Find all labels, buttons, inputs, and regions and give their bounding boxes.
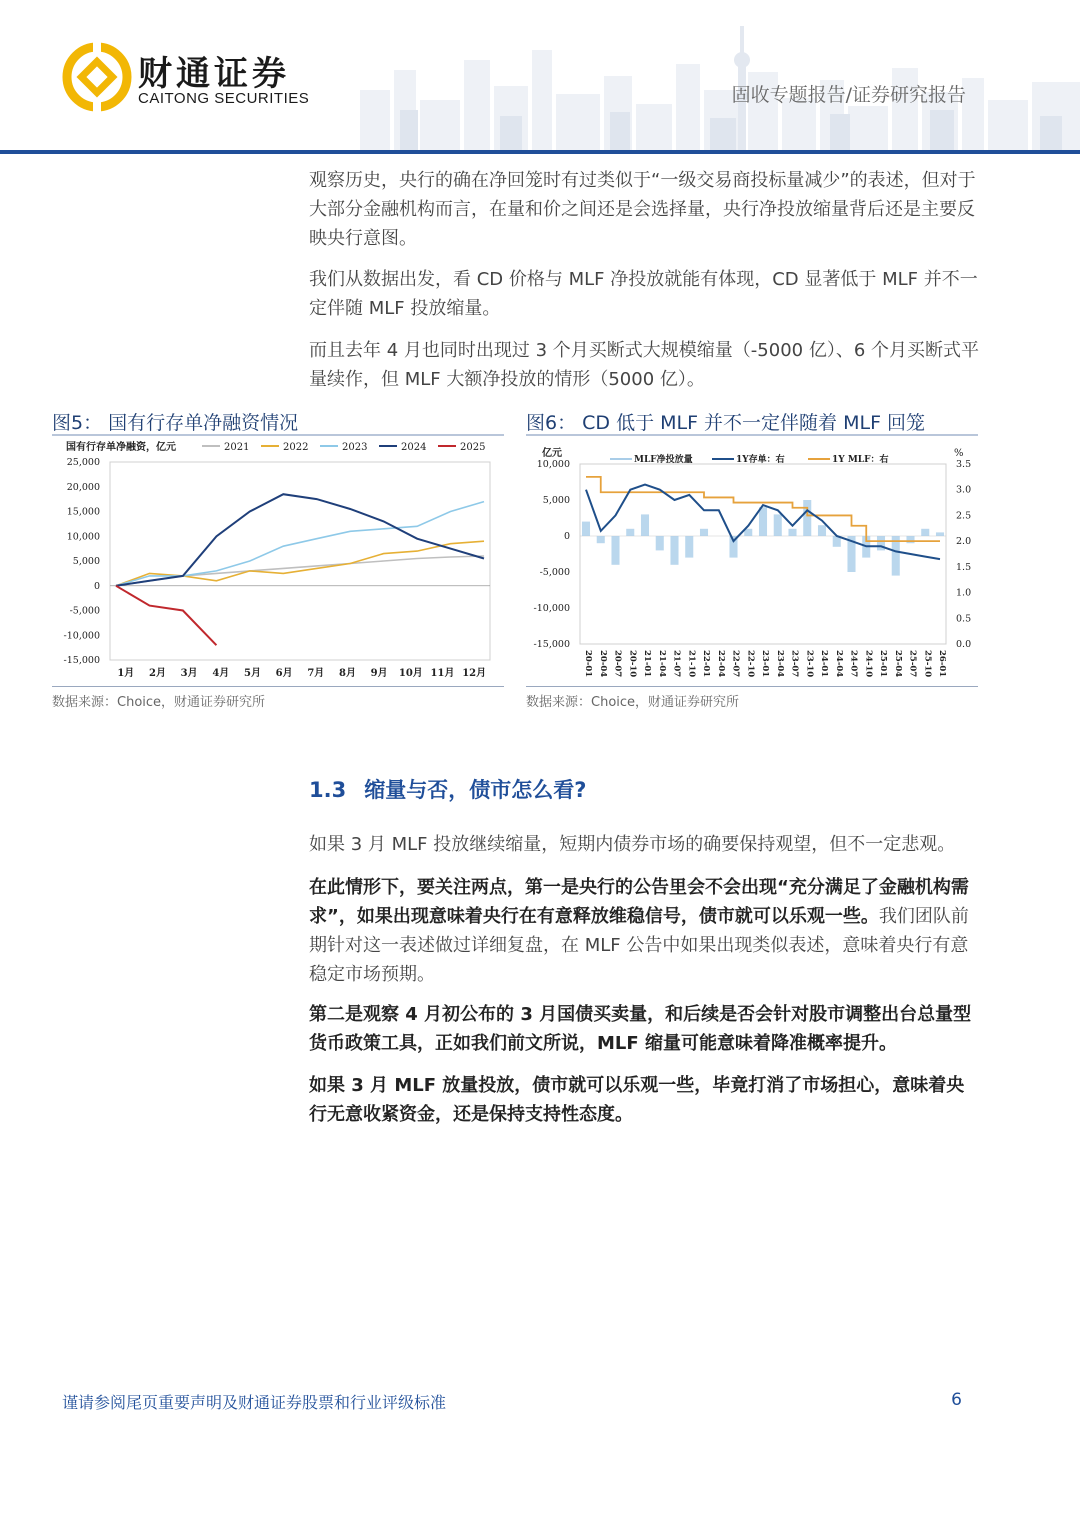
figure5-bottom-rule <box>52 686 504 687</box>
y-tick-label: -15,000 <box>63 655 100 666</box>
right-y-tick-label: 2.0 <box>956 536 972 548</box>
left-axis-unit: 亿元 <box>542 448 562 459</box>
right-y-tick-label: 3.0 <box>956 484 972 496</box>
x-tick-label: 20-04 <box>597 650 608 678</box>
report-type-label: 固收专题报告/证券研究报告 <box>731 84 966 106</box>
right-y-tick-label: 1.0 <box>956 587 972 599</box>
x-tick-label: 20-01 <box>583 650 593 678</box>
legend-label: MLF净投放量 <box>634 455 693 465</box>
mlf-net-bar <box>641 514 649 536</box>
mlf-net-bar <box>700 529 708 536</box>
x-tick-label: 21-04 <box>656 650 667 678</box>
city-skyline-graphic <box>360 20 1080 152</box>
figure6-chart <box>526 436 978 686</box>
x-tick-label: 9月 <box>370 668 388 679</box>
figure6-bottom-rule <box>526 686 978 687</box>
mlf-net-bar <box>656 536 664 550</box>
x-tick-label: 24-07 <box>848 650 859 678</box>
x-tick-label: 20-10 <box>627 650 638 678</box>
x-tick-label: 25-07 <box>907 650 918 678</box>
x-tick-label: 26-01 <box>937 650 947 678</box>
paragraph-two-points <box>309 873 979 989</box>
x-tick-label: 25-10 <box>922 650 933 678</box>
section-title: 缩量与否，债市怎么看? <box>364 778 587 802</box>
y-tick-label: -5,000 <box>69 605 100 617</box>
x-tick-label: 10月 <box>398 668 423 679</box>
mlf-net-bar <box>597 536 605 543</box>
left-y-tick-label: 5,000 <box>542 495 570 506</box>
y-tick-label: 20,000 <box>66 481 100 493</box>
brand-name-en: CAITONG SECURITIES <box>138 90 310 107</box>
right-y-tick-label: 2.5 <box>956 510 972 522</box>
x-tick-label: 12月 <box>462 668 487 679</box>
mlf-net-bar <box>818 525 826 536</box>
legend-label-2021: 2021 <box>224 442 250 453</box>
figure5-chart <box>52 436 504 686</box>
section-number: 1.3 <box>309 778 347 802</box>
x-tick-label: 22-01 <box>701 650 711 678</box>
section-heading <box>309 774 586 804</box>
y-tick-label: 25,000 <box>66 457 100 468</box>
right-y-tick-label: 0.5 <box>956 613 972 625</box>
x-tick-label: 23-07 <box>789 650 800 678</box>
x-tick-label: 22-07 <box>730 650 741 678</box>
figure6-source: 数据来源：Choice，财通证券研究所 <box>526 695 740 710</box>
right-axis-unit: % <box>954 448 964 459</box>
paragraph-data-observation: 我们从数据出发，看 CD 价格与 MLF 净投放就能有体现，CD 显著低于 MLF 并不一定伴随 MLF 投放缩量。 <box>309 269 978 319</box>
right-y-tick-label: 1.5 <box>956 561 972 573</box>
x-tick-label: 5月 <box>244 668 261 679</box>
mlf-net-bar <box>611 536 619 565</box>
page-number: 6 <box>951 1390 962 1410</box>
brand-name-cn: 财通证券 <box>138 54 290 94</box>
series-line-2022 <box>116 541 484 586</box>
legend-label-2023: 2023 <box>342 442 368 453</box>
y-tick-label: 10,000 <box>66 531 100 543</box>
mlf-net-bar <box>936 532 944 536</box>
mlf-net-bar <box>774 514 782 536</box>
plot-area-frame <box>580 464 946 644</box>
paragraph-two-points-bold: 在此情形下，要关注两点，第一是央行的公告里会不会出现“充分满足了金融机构需求”，如果出现意味着央行在有意释放维稳信号，债市就可以乐观一些。 <box>309 877 969 927</box>
left-y-tick-label: 0 <box>563 531 570 542</box>
paragraph-second-point: 第二是观察 4 月初公布的 3 月国债买卖量，和后续是否会针对股市调整出台总量型货币政策工具，正如我们前文所说，MLF 缩量可能意味着降准概率提升。 <box>309 1004 972 1054</box>
mlf-net-bar <box>685 536 693 558</box>
x-tick-label: 23-10 <box>804 650 815 678</box>
x-tick-label: 2月 <box>149 668 166 679</box>
mlf-net-bar <box>582 522 590 536</box>
caitong-logo-icon <box>62 42 132 112</box>
page-header <box>0 0 1080 156</box>
x-tick-label: 22-10 <box>745 650 756 678</box>
x-tick-label: 20-07 <box>612 650 623 678</box>
figure5-source: 数据来源：Choice，财通证券研究所 <box>52 695 266 710</box>
figure5-title: 图5： 国有行存单净融资情况 <box>52 412 299 434</box>
left-y-tick-label: -10,000 <box>533 603 570 614</box>
series-line-2023 <box>116 502 484 586</box>
figure6-title: 图6： CD 低于 MLF 并不一定伴随着 MLF 回笼 <box>526 412 926 434</box>
x-tick-label: 21-07 <box>671 650 682 678</box>
paragraph-continue-shrink: 如果 3 月 MLF 投放继续缩量，短期内债券市场的确要保持观望，但不一定悲观。 <box>309 834 956 855</box>
mlf-net-bar <box>670 536 678 565</box>
x-tick-label: 24-01 <box>819 650 829 678</box>
paragraph-two-points-normal: 我们团队前期针对这一表述做过详细复盘，在 MLF 公告中如果出现类似表述，意味着央行有意稳定市场预期。 <box>309 906 969 985</box>
x-tick-label: 24-10 <box>863 650 874 678</box>
y-tick-label: 5,000 <box>72 556 100 567</box>
left-y-tick-label: -15,000 <box>533 639 570 650</box>
series-line-2025 <box>116 586 216 645</box>
mlf-net-bar <box>788 529 796 536</box>
right-y-tick-label: 3.5 <box>956 459 972 470</box>
x-tick-label: 21-10 <box>686 650 697 678</box>
x-tick-label: 6月 <box>275 668 293 679</box>
left-y-tick-label: -5,000 <box>539 567 570 578</box>
x-tick-label: 21-01 <box>642 650 652 678</box>
x-tick-label: 3月 <box>180 668 198 679</box>
x-tick-label: 1月 <box>117 668 135 679</box>
y-tick-label: 0 <box>93 580 100 592</box>
mlf-net-bar <box>803 500 811 536</box>
legend-label-2025: 2025 <box>460 442 486 453</box>
x-tick-label: 25-04 <box>892 650 903 678</box>
x-tick-label: 7月 <box>307 668 325 679</box>
x-tick-label: 23-04 <box>774 650 785 678</box>
mlf-net-bar <box>921 529 929 536</box>
plot-area-frame <box>110 462 490 660</box>
paragraph-history: 观察历史，央行的确在净回笼时有过类似于“一级交易商投标量减少”的表述，但对于大部分金融机构而言，在量和价之间还是会选择量，央行净投放缩量背后还是主要反映央行意图。 <box>309 170 976 249</box>
x-tick-label: 22-04 <box>715 650 726 678</box>
mlf-net-bar <box>759 507 767 536</box>
paragraph-expand-case: 如果 3 月 MLF 放量投放，债市就可以乐观一些，毕竟打消了市场担心，意味着央行无意收紧资金，还是保持支持性态度。 <box>309 1075 965 1125</box>
legend-label-2022: 2022 <box>283 442 309 453</box>
left-y-tick-label: 10,000 <box>536 459 570 470</box>
y-tick-label: -10,000 <box>63 630 100 642</box>
mlf-net-bar <box>626 529 634 536</box>
series-line-2024 <box>116 494 484 586</box>
x-tick-label: 25-01 <box>878 650 888 678</box>
header-divider <box>0 150 1080 154</box>
x-tick-label: 23-01 <box>760 650 770 678</box>
y-tick-label: 15,000 <box>66 506 100 518</box>
footer-disclaimer: 谨请参阅尾页重要声明及财通证券股票和行业评级标准 <box>62 1393 447 1412</box>
x-tick-label: 8月 <box>339 668 356 679</box>
legend-label: 1Y MLF：右 <box>832 455 889 465</box>
x-tick-label: 24-04 <box>833 650 844 678</box>
paragraph-last-april: 而且去年 4 月也同时出现过 3 个月买断式大规模缩量（-5000 亿）、6 个月买断式平量续作，但 MLF 大额净投放的情形（5000 亿）。 <box>309 340 979 390</box>
mlf-net-bar <box>906 536 914 543</box>
right-y-tick-label: 0.0 <box>956 639 972 650</box>
x-tick-label: 11月 <box>430 668 455 679</box>
legend-label-2024: 2024 <box>401 442 427 453</box>
legend-label: 1Y存单：右 <box>736 455 785 465</box>
x-tick-label: 4月 <box>212 668 230 679</box>
chart-title-label: 国有行存单净融资，亿元 <box>66 442 176 453</box>
